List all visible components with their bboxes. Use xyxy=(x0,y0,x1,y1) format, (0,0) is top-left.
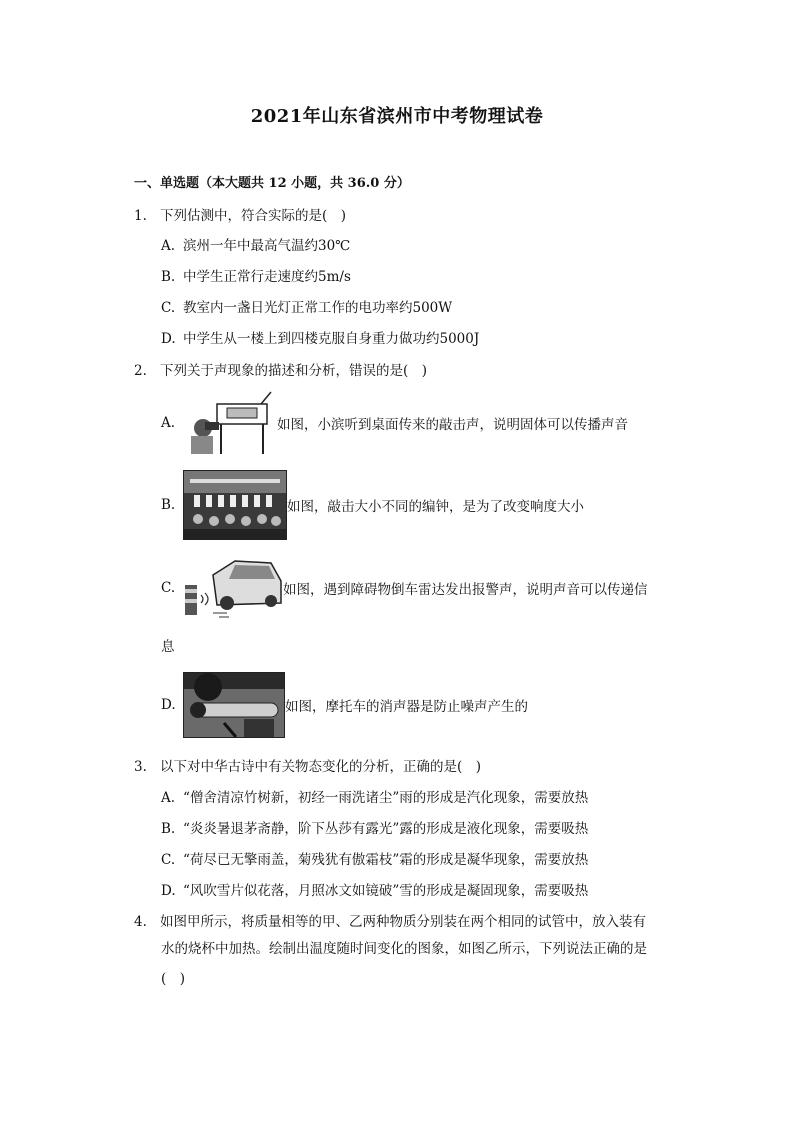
question-stem-line-3: ( ) xyxy=(161,971,186,987)
option-text: 如图，小滨听到桌面传来的敲击声，说明固体可以传播声音 xyxy=(277,417,628,433)
option-label: A. xyxy=(161,790,176,806)
question-3 xyxy=(134,755,481,775)
question-stem-line-2: 水的烧杯中加热。绘制出温度随时间变化的图象，如图乙所示，下列说法正确的是 xyxy=(161,941,647,957)
option-label: C. xyxy=(161,300,176,316)
q3-option-a xyxy=(161,786,588,806)
option-text: 中学生从一楼上到四楼克服自身重力做功约5000J xyxy=(183,331,480,347)
option-label: D. xyxy=(161,331,176,347)
option-text: “荷尽已无擎雨盖，菊残犹有傲霜枝”霜的形成是凝华现象，需要放热 xyxy=(183,852,589,868)
option-label: B. xyxy=(161,497,176,513)
option-text: 如图，摩托车的消声器是防止噪声产生的 xyxy=(285,699,528,715)
option-label: D. xyxy=(161,883,176,899)
question-number: 1. xyxy=(134,208,147,224)
question-stem: 下列估测中，符合实际的是( ) xyxy=(160,208,347,224)
motorcycle-muffler-image xyxy=(183,672,285,738)
q2-option-c-continuation xyxy=(161,632,661,662)
section-heading: 一、单选题（本大题共 12 小题，共 36.0 分） xyxy=(134,176,410,191)
question-4 xyxy=(134,910,646,930)
q2-option-c xyxy=(161,555,648,621)
option-text-continued: 息 xyxy=(161,639,175,655)
q2-option-d xyxy=(161,672,528,738)
question-stem-line-1: 如图甲所示，将质量相等的甲、乙两种物质分别装在两个相同的试管中，放入装有 xyxy=(160,914,646,930)
question-stem: 以下对中华古诗中有关物态变化的分析，正确的是( ) xyxy=(160,759,482,775)
q3-option-d xyxy=(161,879,588,899)
question-number: 2. xyxy=(134,363,147,379)
q3-option-c xyxy=(161,848,588,868)
question-4-stem-line-3 xyxy=(161,964,661,994)
option-text: “炎炎暑退茅斋静，阶下丛莎有露光”露的形成是液化现象，需要吸热 xyxy=(183,821,589,837)
question-1 xyxy=(134,204,346,224)
option-text: 如图，遇到障碍物倒车雷达发出报警声，说明声音可以传递信 xyxy=(283,582,648,598)
q1-option-a xyxy=(161,234,350,254)
option-label: B. xyxy=(161,821,176,837)
bianzhong-bells-image xyxy=(183,470,287,540)
q3-option-b xyxy=(161,817,588,837)
question-stem: 下列关于声现象的描述和分析，错误的是( ) xyxy=(160,363,428,379)
option-label: B. xyxy=(161,269,176,285)
q1-option-b xyxy=(161,265,351,285)
q1-option-d xyxy=(161,327,479,347)
option-label: A. xyxy=(161,415,176,431)
question-number: 3. xyxy=(134,759,147,775)
exam-title: 2021年山东省滨州市中考物理试卷 xyxy=(250,106,544,127)
option-text: 教室内一盏日光灯正常工作的电功率约500W xyxy=(183,300,453,316)
question-4-stem-line-2 xyxy=(161,934,661,964)
option-label: C. xyxy=(161,580,176,596)
option-label: A. xyxy=(161,238,176,254)
question-2 xyxy=(134,359,427,379)
desk-knock-image xyxy=(183,390,277,456)
q1-option-c xyxy=(161,296,452,316)
option-text: 滨州一年中最高气温约30℃ xyxy=(183,238,351,254)
option-label: C. xyxy=(161,852,176,868)
parking-radar-car-image xyxy=(183,555,283,621)
option-text: “风吹雪片似花落，月照冰文如镜破”雪的形成是凝固现象，需要吸热 xyxy=(183,883,589,899)
option-text: “僧舍清凉竹树新，初经一雨洗诸尘”雨的形成是汽化现象，需要放热 xyxy=(183,790,589,806)
option-text: 中学生正常行走速度约5m/s xyxy=(183,269,351,285)
q2-option-a xyxy=(161,390,628,456)
option-label: D. xyxy=(161,697,176,713)
question-number: 4. xyxy=(134,914,147,930)
q2-option-b xyxy=(161,470,584,540)
option-text: 如图，敲击大小不同的编钟，是为了改变响度大小 xyxy=(287,499,584,515)
